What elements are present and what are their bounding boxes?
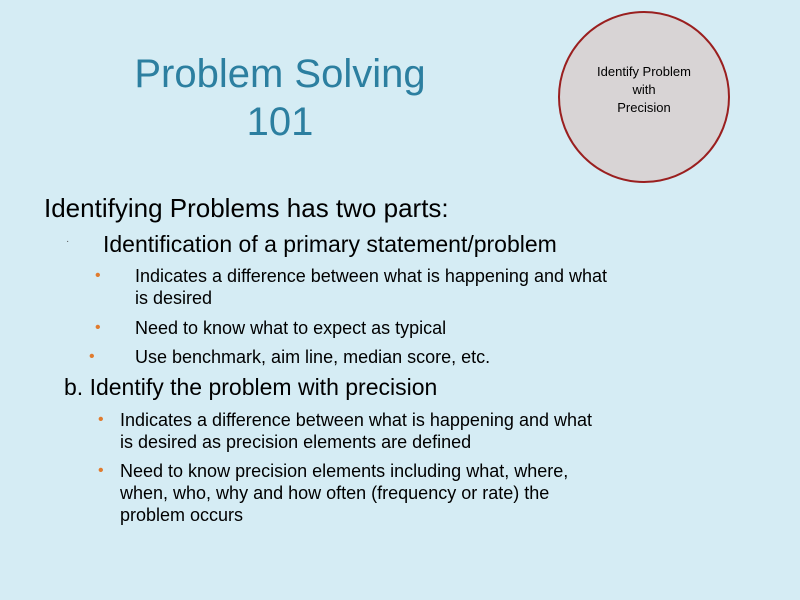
circle-line-3: Precision bbox=[617, 100, 671, 115]
circle-line-1: Identify Problem bbox=[597, 64, 691, 79]
bullet-line: Use benchmark, aim line, median score, etc. bbox=[135, 347, 491, 367]
bullet-line: is desired bbox=[135, 288, 213, 308]
slide-title bbox=[100, 50, 460, 146]
bullet-dot: • bbox=[98, 462, 104, 479]
bullet-line: when, who, why and how often (frequency or rate) the bbox=[120, 483, 550, 503]
circle-label bbox=[584, 63, 704, 117]
bullet-line: Indicates a difference between what is happening and what bbox=[135, 266, 607, 286]
bullet-dot: • bbox=[95, 267, 101, 284]
bullet-dot: • bbox=[95, 319, 101, 336]
bullet-line: Need to know what to expect as typical bbox=[135, 318, 447, 338]
part-a-bullet-3 bbox=[135, 346, 490, 368]
title-line-2: 101 bbox=[246, 100, 314, 144]
bullet-line: Need to know precision elements including what, where, bbox=[120, 461, 569, 481]
precision-circle bbox=[558, 11, 730, 183]
part-b-heading: b. Identify the problem with precision bbox=[64, 374, 438, 400]
part-a-bullet-2 bbox=[135, 317, 446, 339]
title-line-1: Problem Solving bbox=[134, 52, 426, 96]
circle-line-2: with bbox=[632, 82, 656, 97]
bullet-line: is desired as precision elements are defined bbox=[120, 432, 472, 452]
bullet-line: problem occurs bbox=[120, 505, 244, 525]
section-heading: Identifying Problems has two parts: bbox=[44, 193, 449, 223]
part-a-heading: Identification of a primary statement/problem bbox=[103, 231, 557, 257]
part-a-marker: · bbox=[66, 236, 70, 247]
part-b-bullet-1 bbox=[120, 409, 592, 453]
bullet-line: Indicates a difference between what is happening and what bbox=[120, 410, 592, 430]
part-a-bullet-1 bbox=[135, 265, 607, 309]
part-b-bullet-2 bbox=[120, 460, 568, 526]
bullet-dot: • bbox=[98, 411, 104, 428]
bullet-dot: • bbox=[89, 348, 95, 365]
